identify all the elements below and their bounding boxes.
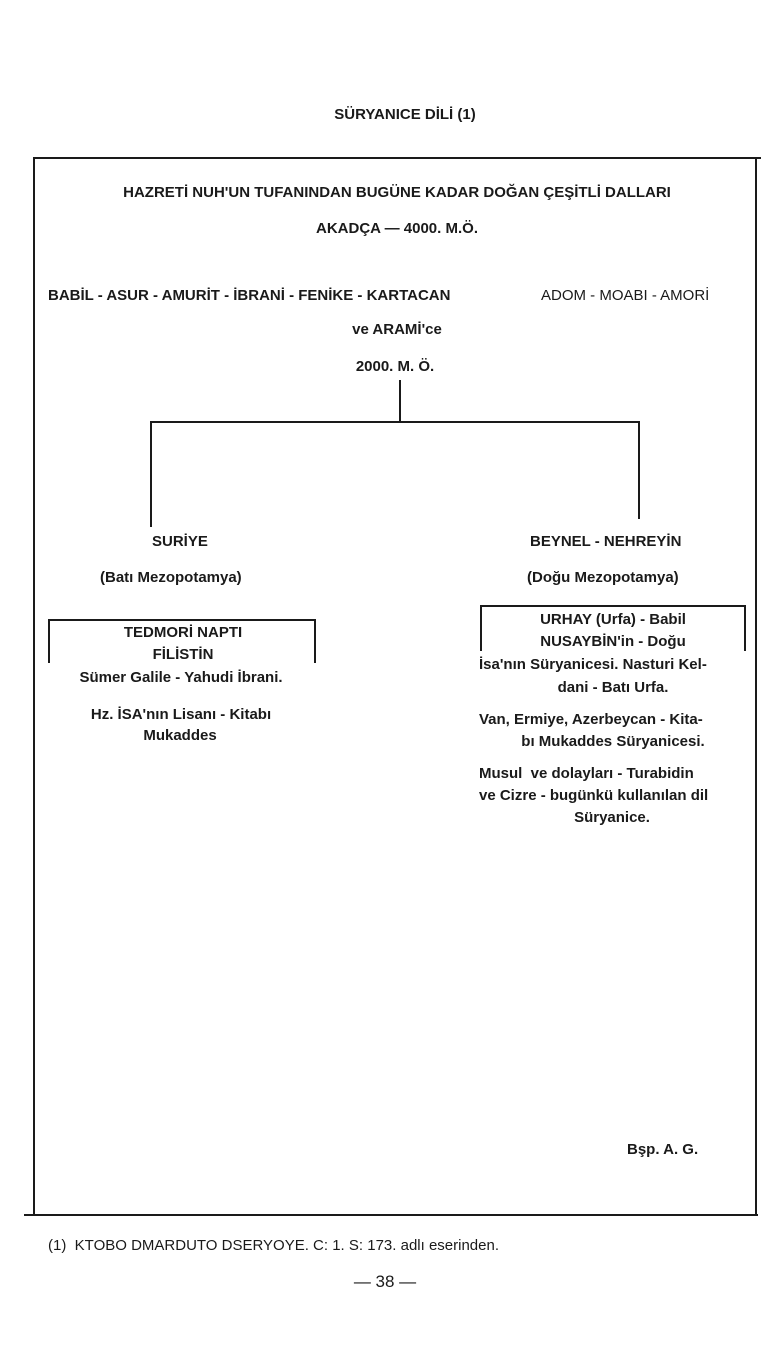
right-para3-line-2: ve Cizre - bugünkü kullanılan dil xyxy=(479,787,709,804)
right-branch-line-3: İsa'nın Süryanicesi. Nasturi Kel- xyxy=(479,656,707,673)
left-branch-subtitle: (Batı Mezopotamya) xyxy=(100,569,242,586)
tree-left-drop xyxy=(150,421,152,527)
aramic-label: ve ARAMİ'ce xyxy=(352,321,442,338)
right-para2-line-2: bı Mukaddes Süryanicesi. xyxy=(521,733,705,750)
left-box-line-1: TEDMORİ NAPTI xyxy=(123,624,243,641)
right-box-right-line xyxy=(744,605,746,651)
signature: Bşp. A. G. xyxy=(627,1141,699,1158)
right-branch-title: BEYNEL - NEHREYİN xyxy=(530,533,682,550)
right-box-left-line xyxy=(480,605,482,651)
right-para2-line-1: Van, Ermiye, Azerbeycan - Kita- xyxy=(479,711,703,728)
right-para3-line-3: Süryanice. xyxy=(574,809,650,826)
frame-top-line xyxy=(33,157,761,159)
left-note-line-1: Hz. İSA'nın Lisanı - Kitabı xyxy=(90,706,272,723)
left-box-left-line xyxy=(48,619,50,663)
footnote: (1) KTOBO DMARDUTO DSERYOYE. C: 1. S: 173. adlı eserinden. xyxy=(48,1237,499,1254)
header-line-2: AKADÇA — 4000. M.Ö. xyxy=(316,220,478,237)
header-line-1: HAZRETİ NUH'UN TUFANINDAN BUGÜNE KADAR DOĞAN ÇEŞİTLİ DALLARI xyxy=(123,184,671,201)
tree-crossbar xyxy=(150,421,640,423)
right-para3-line-1: Musul ve dolayları - Turabidin xyxy=(479,765,694,782)
right-box-top-line xyxy=(480,605,746,607)
left-branch-line-3: Sümer Galile - Yahudi İbrani. xyxy=(79,669,283,686)
tree-stem xyxy=(399,380,401,422)
right-branch-subtitle: (Doğu Mezopotamya) xyxy=(527,569,679,586)
right-branch-line-4: dani - Batı Urfa. xyxy=(557,679,669,696)
page-title: SÜRYANICE DİLİ (1) xyxy=(334,106,476,123)
frame-right-line xyxy=(755,157,757,1215)
frame-left-line xyxy=(33,157,35,1215)
right-box-line-2: NUSAYBİN'in - Doğu xyxy=(540,633,686,650)
left-branch-title: SURİYE xyxy=(152,533,208,550)
tree-right-drop xyxy=(638,421,640,519)
left-note-line-2: Mukaddes xyxy=(143,727,217,744)
left-box-right-line xyxy=(314,619,316,663)
branches-left: BABİL - ASUR - AMURİT - İBRANİ - FENİKE - KARTACAN xyxy=(48,287,451,304)
date-2000: 2000. M. Ö. xyxy=(355,358,435,375)
frame-bottom-line xyxy=(24,1214,758,1216)
right-box-line-1: URHAY (Urfa) - Babil xyxy=(540,611,686,628)
branches-right: ADOM - MOABI - AMORİ xyxy=(541,287,710,304)
left-box-line-2: FİLİSTİN xyxy=(152,646,214,663)
page-number: — 38 — xyxy=(353,1272,417,1291)
left-box-top-line xyxy=(48,619,316,621)
